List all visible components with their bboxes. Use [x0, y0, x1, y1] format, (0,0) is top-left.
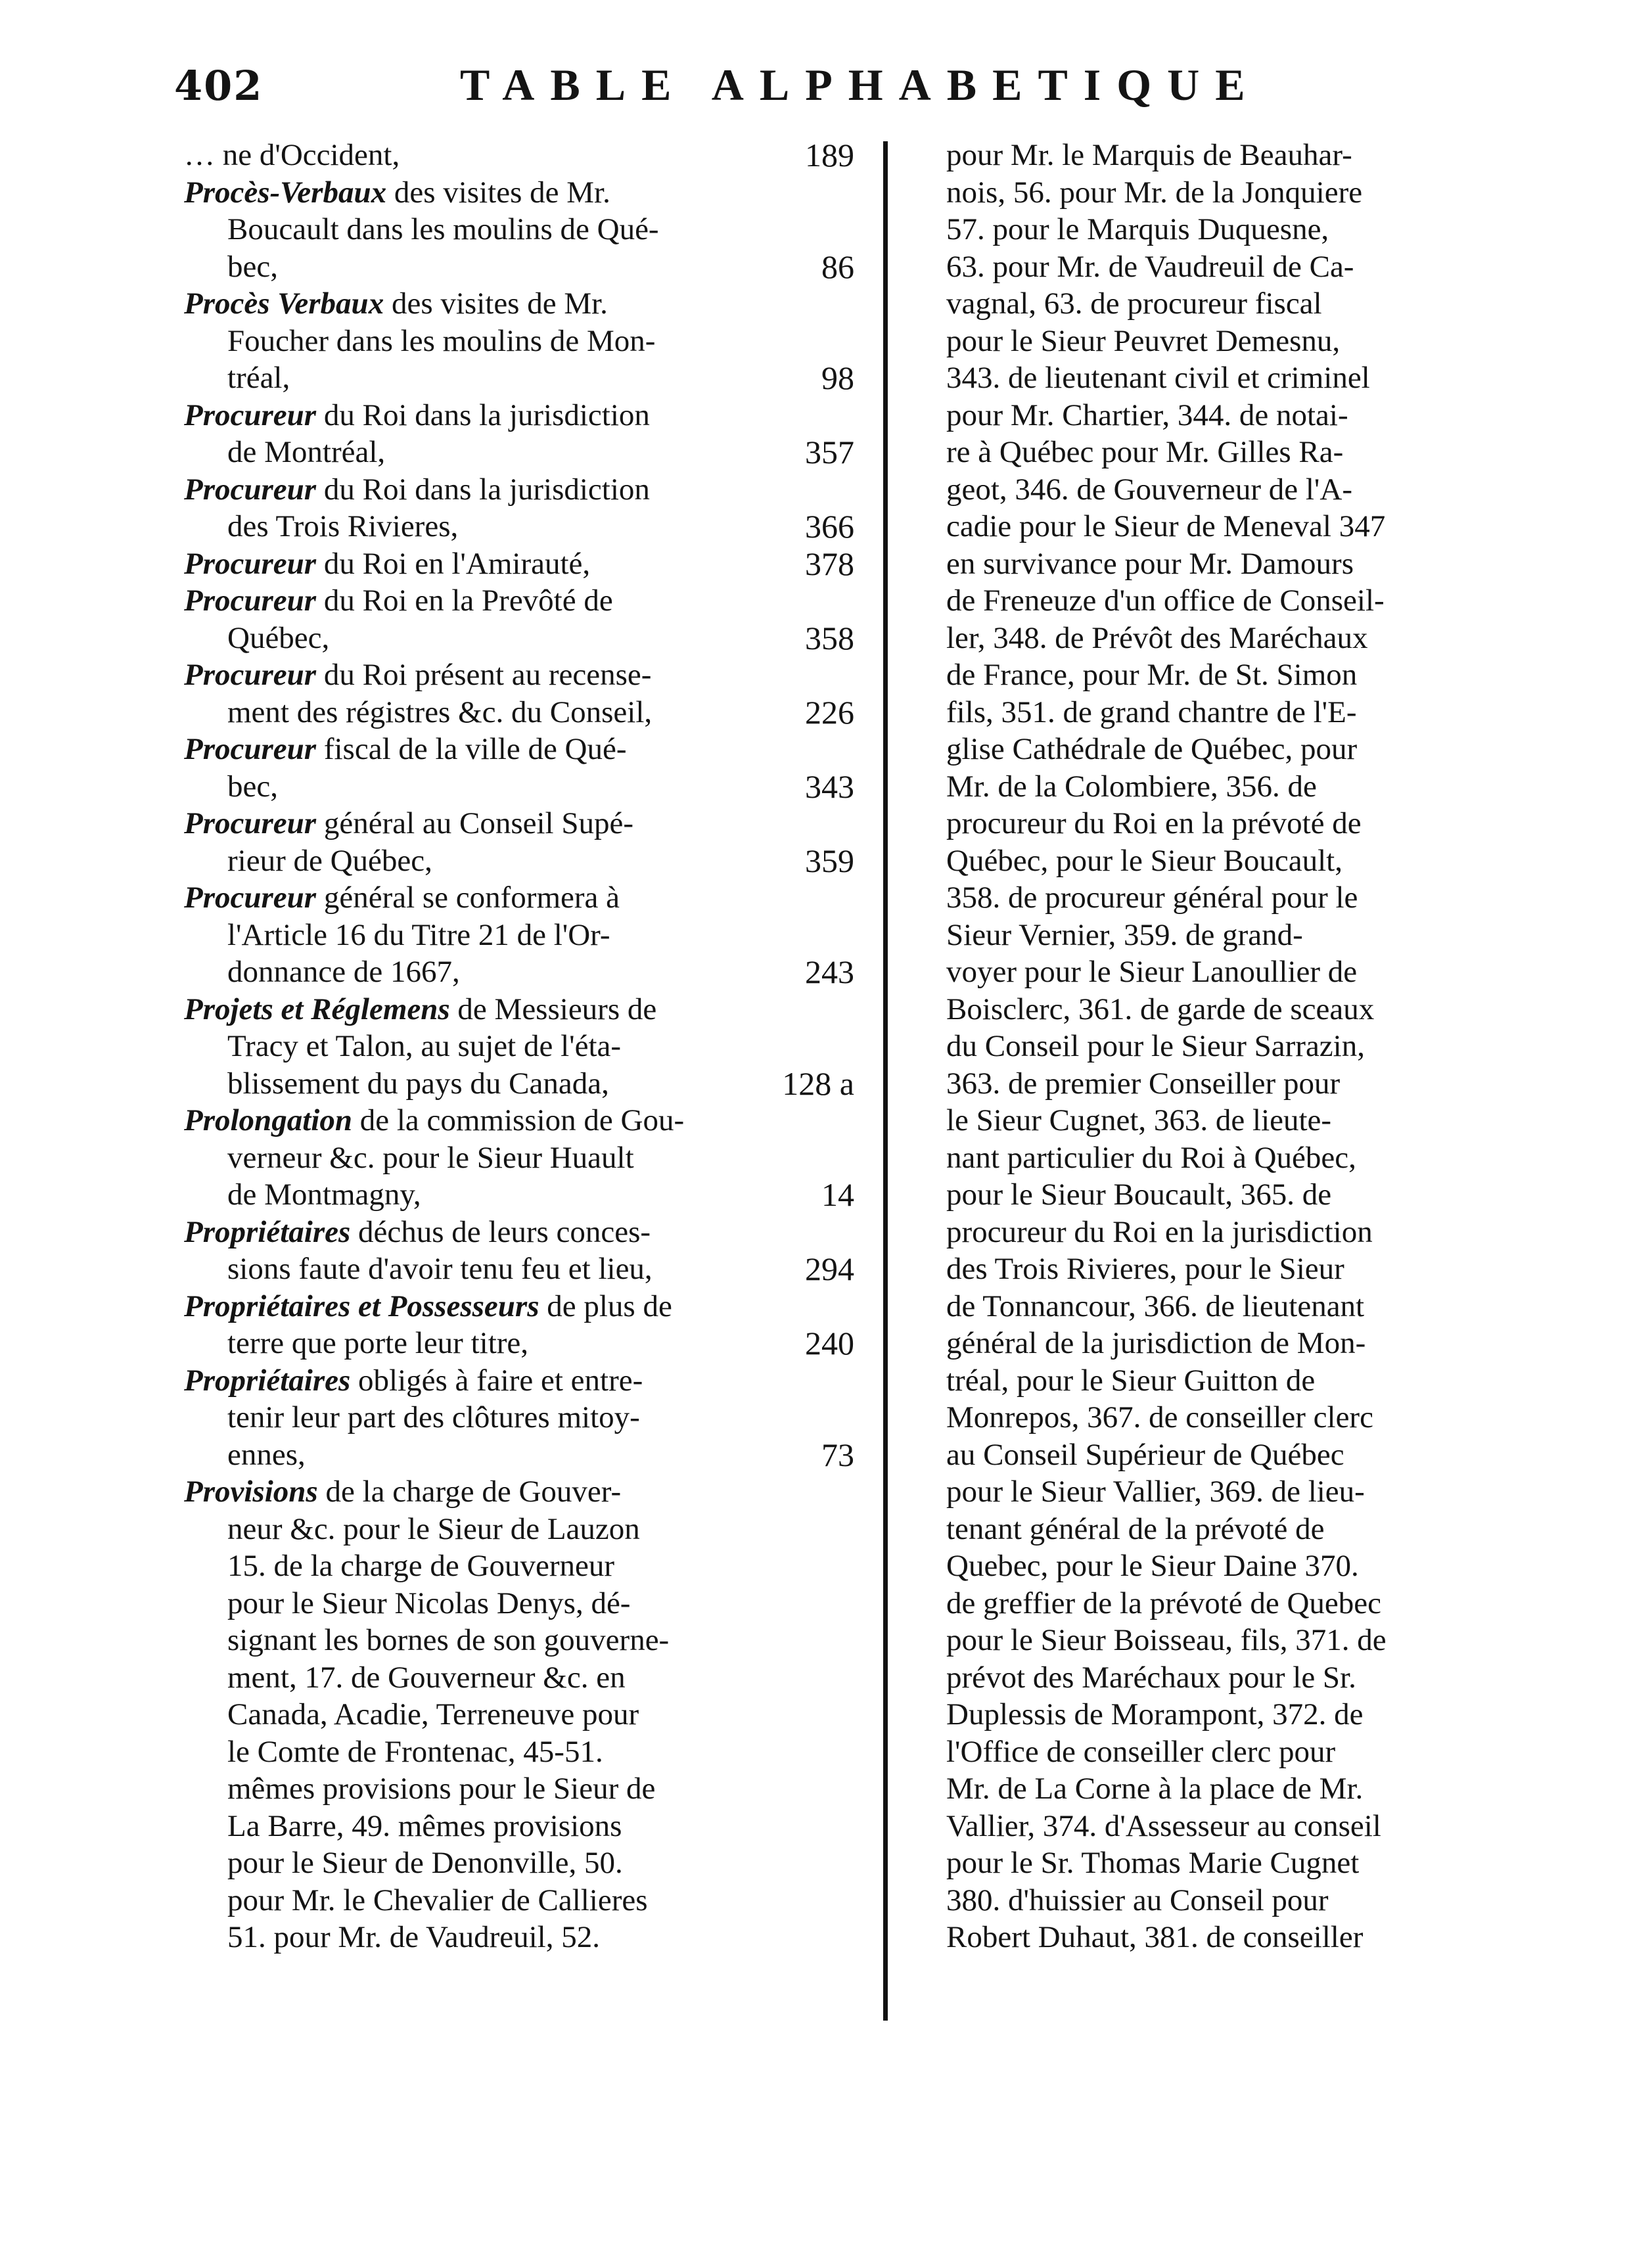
continuation-line: pour le Sieur Boisseau, fils, 371. de [946, 1623, 1387, 1657]
entry-text: Québec, [227, 620, 330, 655]
entry-text: verneur &c. pour le Sieur Huault [227, 1140, 634, 1175]
entry-line [184, 917, 854, 954]
entry-headword: Provisions [184, 1475, 318, 1509]
index-entry [184, 174, 854, 286]
entry-page-ref: 294 [805, 1250, 854, 1287]
entry-text: obligés à faire et entre- [350, 1363, 643, 1398]
continuation-line: procureur du Roi en la jurisdiction [946, 1214, 1373, 1249]
continuation-line: 358. de procureur général pour le [946, 881, 1358, 915]
continuation-line: 380. d'huissier au Conseil pour [946, 1883, 1329, 1917]
entry-text: général se conformera à [316, 881, 620, 915]
column-divider [883, 141, 888, 2021]
continuation-line: pour le Sieur Peuvret Demesnu, [946, 323, 1341, 358]
entry-line [184, 1028, 854, 1065]
entry-line [184, 174, 854, 212]
continuation-line: en survivance pour Mr. Damours [946, 546, 1354, 581]
continuation-line: le Sieur Cugnet, 363. de lieute- [946, 1103, 1332, 1137]
entry-page-ref: 189 [805, 137, 854, 173]
entry-text: de Montréal, [227, 435, 386, 469]
entry-line [184, 545, 854, 583]
continuation-line: Duplessis de Morampont, 372. de [946, 1697, 1364, 1731]
entry-text: signant les bornes de son gouverne- [227, 1623, 670, 1657]
entry-headword: Procureur [184, 806, 317, 840]
entry-line [184, 991, 854, 1028]
entry-text: pour le Sieur de Denonville, 50. [227, 1846, 623, 1880]
entry-text: de Montmagny, [227, 1178, 421, 1212]
continuation-line: Mr. de La Corne à la place de Mr. [946, 1772, 1364, 1806]
entry-text: ment, 17. de Gouverneur &c. en [227, 1660, 626, 1695]
entry-text: tréal, [227, 361, 290, 395]
continuation-line: pour Mr. Chartier, 344. de notai- [946, 398, 1348, 432]
entry-line [184, 731, 854, 768]
continuation-line: général de la jurisdiction de Mon- [946, 1326, 1366, 1360]
entry-headword: Procureur [184, 398, 317, 432]
entry-page-ref: 73 [821, 1436, 854, 1473]
entry-page-ref: 366 [805, 508, 854, 545]
entry-line [184, 1102, 854, 1139]
continuation-line: de Freneuze d'un office de Conseil- [946, 584, 1385, 618]
entry-line [184, 471, 854, 509]
entry-line [184, 508, 854, 545]
index-entry [184, 1362, 854, 1474]
entry-page-ref: 98 [821, 359, 854, 396]
continuation-line: nois, 56. pour Mr. de la Jonquiere [946, 175, 1363, 210]
entry-page-ref: 243 [805, 953, 854, 990]
entry-line [184, 1547, 854, 1585]
entry-line [184, 1362, 854, 1400]
entry-text: pour le Sieur Nicolas Denys, dé- [227, 1586, 631, 1620]
entry-line [184, 1473, 854, 1511]
entry-line [184, 620, 854, 657]
page-number: 402 [174, 62, 264, 110]
continuation-line: geot, 346. de Gouverneur de l'A- [946, 472, 1352, 507]
index-entry [184, 731, 854, 805]
entry-page-ref: 86 [821, 248, 854, 285]
continuation-line: procureur du Roi en la prévoté de [946, 806, 1362, 840]
entry-headword: Propriétaires [184, 1363, 351, 1398]
index-entry [184, 1473, 854, 1956]
entry-line [184, 656, 854, 694]
entry-text: La Barre, 49. mêmes provisions [227, 1808, 622, 1843]
entry-text: du Roi dans la jurisdiction [316, 472, 650, 507]
entry-text: tenir leur part des clôtures mitoy- [227, 1400, 640, 1434]
entry-headword: Procureur [184, 546, 317, 581]
entry-line [184, 1733, 854, 1771]
index-entry [184, 805, 854, 879]
entry-text: des visites de Mr. [384, 286, 608, 321]
entry-line [184, 1622, 854, 1659]
entry-text: 51. pour Mr. de Vaudreuil, 52. [227, 1920, 600, 1954]
entry-line [184, 323, 854, 360]
continuation-line: voyer pour le Sieur Lanoullier de [946, 955, 1358, 989]
entry-text: 15. de la charge de Gouverneur [227, 1549, 614, 1583]
entry-text: du Roi dans la jurisdiction [316, 398, 650, 432]
entry-page-ref: 357 [805, 434, 854, 470]
index-entry [184, 879, 854, 991]
entry-line [184, 1325, 854, 1362]
entry-text: Foucher dans les moulins de Mon- [227, 323, 656, 358]
entry-text: du Roi en la Prevôté de [316, 584, 613, 618]
entry-page-ref: 226 [805, 693, 854, 731]
continuation-line: fils, 351. de grand chantre de l'E- [946, 695, 1357, 729]
continuation-line: 57. pour le Marquis Duquesne, [946, 212, 1329, 246]
continuation-line: pour le Sr. Thomas Marie Cugnet [946, 1846, 1360, 1880]
entry-line [184, 434, 854, 471]
continuation-line: Vallier, 374. d'Assesseur au conseil [946, 1808, 1381, 1843]
entry-text: Tracy et Talon, au sujet de l'éta- [227, 1029, 622, 1063]
continuation-line: pour Mr. le Marquis de Beauhar- [946, 138, 1352, 172]
entry-line [184, 211, 854, 248]
entry-text: Canada, Acadie, Terreneuve pour [227, 1697, 639, 1731]
entry-line [184, 1399, 854, 1436]
entry-text: terre que porte leur titre, [227, 1326, 529, 1360]
index-entry [184, 1214, 854, 1288]
index-entry [184, 1102, 854, 1214]
continuation-line: cadie pour le Sieur de Meneval 347 [946, 509, 1386, 543]
entry-headword: Propriétaires [184, 1214, 351, 1249]
index-entry [184, 545, 854, 583]
entry-text: de Messieurs de [449, 992, 657, 1026]
entry-line [184, 805, 854, 842]
right-column [946, 137, 1492, 1956]
entry-headword: Procès-Verbaux [184, 175, 387, 210]
continuation-line: 363. de premier Conseiller pour [946, 1066, 1341, 1101]
continuation-line: pour le Sieur Boucault, 365. de [946, 1178, 1332, 1212]
entry-text: bec, [227, 769, 278, 804]
entry-page-ref: 128 a [782, 1065, 854, 1102]
entry-text: le Comte de Frontenac, 45-51. [227, 1734, 603, 1769]
continuation-line: Sieur Vernier, 359. de grand- [946, 917, 1303, 952]
continuation-line: nant particulier du Roi à Québec, [946, 1140, 1356, 1175]
entry-line [184, 397, 854, 434]
continuation-line: l'Office de conseiller clerc pour [946, 1734, 1336, 1769]
continuation-line: de France, pour Mr. de St. Simon [946, 658, 1358, 692]
continuation-line: tenant général de la prévoté de [946, 1511, 1325, 1546]
continuation-line: Quebec, pour le Sieur Daine 370. [946, 1549, 1359, 1583]
entry-text: rieur de Québec, [227, 843, 432, 878]
entry-text: Boucault dans les moulins de Qué- [227, 212, 659, 246]
continuation-line: au Conseil Supérieur de Québec [946, 1437, 1344, 1472]
entry-line [184, 1436, 854, 1474]
continuation-line: des Trois Rivieres, pour le Sieur [946, 1252, 1344, 1286]
entry-text: neur &c. pour le Sieur de Lauzon [227, 1511, 640, 1546]
entry-line [184, 1511, 854, 1548]
entry-line [184, 1065, 854, 1103]
continuation-line: 343. de lieutenant civil et criminel [946, 361, 1370, 395]
index-entry [184, 471, 854, 545]
continuation-line: Québec, pour le Sieur Boucault, [946, 843, 1342, 878]
continuation-line: re à Québec pour Mr. Gilles Ra- [946, 435, 1344, 469]
entry-text: donnance de 1667, [227, 955, 460, 989]
index-entry [184, 656, 854, 731]
entry-page-ref: 358 [805, 619, 854, 656]
entry-line [184, 137, 854, 174]
entry-line [184, 1696, 854, 1733]
entry-headword: Prolongation [184, 1103, 352, 1137]
entry-page-ref: 359 [805, 842, 854, 879]
entry-text: général au Conseil Supé- [316, 806, 634, 840]
entry-text: déchus de leurs conces- [350, 1214, 651, 1249]
entry-text: des Trois Rivieres, [227, 509, 459, 543]
entry-line [184, 248, 854, 286]
entry-text: sions faute d'avoir tenu feu et lieu, [227, 1252, 653, 1286]
entry-line [184, 879, 854, 917]
continuation-line: glise Cathédrale de Québec, pour [946, 732, 1358, 766]
continuation-line: Robert Duhaut, 381. de conseiller [946, 1920, 1364, 1954]
entry-line [184, 953, 854, 991]
entry-headword: Procureur [184, 658, 317, 692]
continuation-line: prévot des Maréchaux pour le Sr. [946, 1660, 1356, 1695]
entry-line [184, 1845, 854, 1882]
entry-headword: Propriétaires et Possesseurs [184, 1289, 539, 1323]
left-column [184, 137, 854, 1956]
continuation-line: 63. pour Mr. de Vaudreuil de Ca- [946, 249, 1354, 284]
entry-line [184, 1770, 854, 1808]
index-entry [184, 397, 854, 471]
continuation-line: vagnal, 63. de procureur fiscal [946, 286, 1322, 321]
entry-text: du Roi présent au recense- [316, 658, 652, 692]
continuation-line: Boisclerc, 361. de garde de sceaux [946, 992, 1375, 1026]
index-entry [184, 285, 854, 397]
entry-headword: Procureur [184, 732, 317, 766]
entry-text: bec, [227, 249, 278, 284]
entry-line [184, 582, 854, 620]
continuation-line: de Tonnancour, 366. de lieutenant [946, 1289, 1365, 1323]
entry-page-ref: 14 [821, 1176, 854, 1213]
entry-line [184, 1214, 854, 1251]
entry-line [184, 842, 854, 880]
entry-headword: Projets et Réglemens [184, 992, 450, 1026]
entry-page-ref: 343 [805, 768, 854, 805]
entry-text: pour Mr. le Chevalier de Callieres [227, 1883, 648, 1917]
entry-text: des visites de Mr. [386, 175, 610, 210]
index-entry [184, 137, 854, 174]
entry-text: mêmes provisions pour le Sieur de [227, 1772, 656, 1806]
entry-page-ref: 240 [805, 1325, 854, 1362]
entry-text: de la charge de Gouver- [317, 1475, 622, 1509]
entry-line [184, 1250, 854, 1288]
entry-line [184, 1139, 854, 1177]
entry-line [184, 1808, 854, 1845]
entry-line [184, 1288, 854, 1325]
entry-line [184, 359, 854, 397]
entry-line [184, 768, 854, 806]
index-entry [184, 991, 854, 1103]
entry-line [184, 1659, 854, 1697]
entry-headword: Procureur [184, 881, 317, 915]
continuation-line: Monrepos, 367. de conseiller clerc [946, 1400, 1373, 1434]
continuation-line: du Conseil pour le Sieur Sarrazin, [946, 1029, 1365, 1063]
entry-line [184, 1585, 854, 1622]
continuation-line: de greffier de la prévoté de Quebec [946, 1586, 1381, 1620]
continuation-line: tréal, pour le Sieur Guitton de [946, 1363, 1316, 1398]
entry-text: ment des régistres &c. du Conseil, [227, 695, 653, 729]
index-entry [184, 1288, 854, 1362]
continuation-line: ler, 348. de Prévôt des Maréchaux [946, 620, 1368, 655]
entry-text: de plus de [539, 1289, 672, 1323]
entry-headword: Procureur [184, 472, 317, 507]
entry-text: fiscal de la ville de Qué- [316, 732, 627, 766]
running-title: TABLE ALPHABETIQUE [460, 60, 1261, 110]
entry-text: blissement du pays du Canada, [227, 1066, 609, 1101]
entry-line [184, 694, 854, 731]
entry-text: l'Article 16 du Titre 21 de l'Or- [227, 917, 610, 952]
continuation-line: Mr. de la Colombiere, 356. de [946, 769, 1317, 804]
entry-headword: Procès Verbaux [184, 286, 384, 321]
entry-text: de la commission de Gou- [352, 1103, 685, 1137]
entry-text: du Roi en l'Amirauté, [316, 546, 591, 581]
entry-line [184, 1176, 854, 1214]
index-entry [184, 582, 854, 656]
entry-text: ennes, [227, 1437, 306, 1472]
continuation-line: pour le Sieur Vallier, 369. de lieu- [946, 1475, 1365, 1509]
entry-line [184, 1882, 854, 1919]
entry-text: … ne d'Occident, [184, 138, 400, 172]
entry-line [184, 285, 854, 323]
entry-headword: Procureur [184, 584, 317, 618]
entry-line [184, 1919, 854, 1956]
entry-page-ref: 378 [805, 545, 854, 582]
